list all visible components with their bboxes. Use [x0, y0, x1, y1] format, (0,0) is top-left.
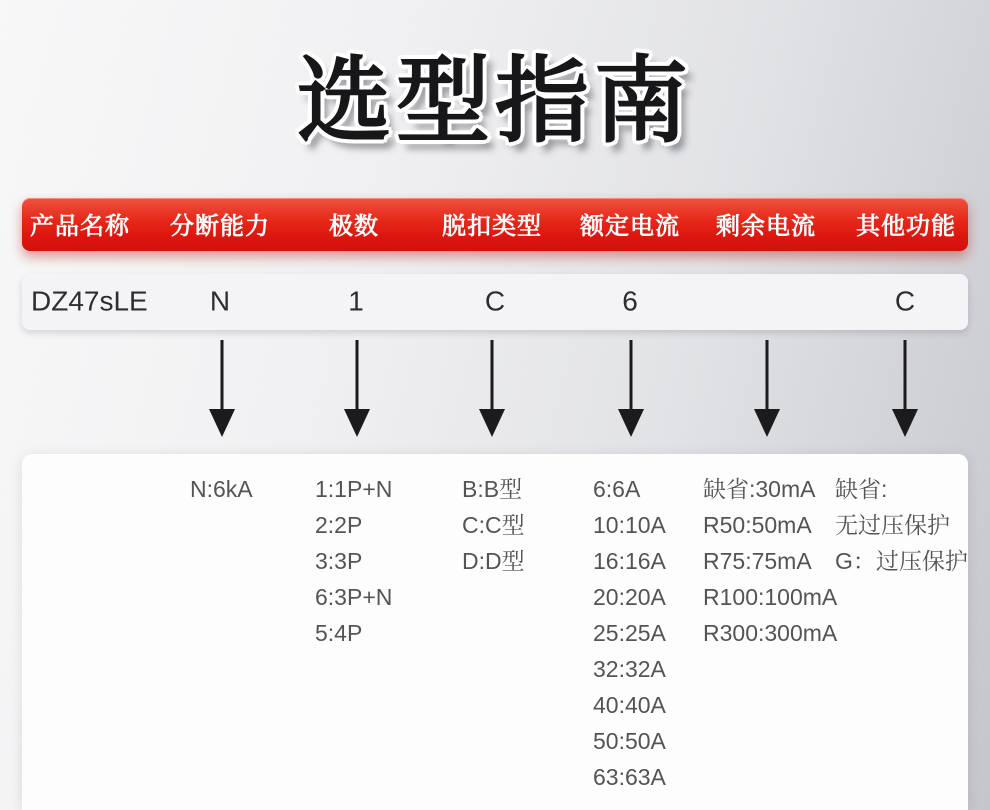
header-col-residual-current: 剩余电流	[716, 212, 816, 240]
options-rated-current	[593, 471, 666, 795]
option-item: 25:25A	[593, 620, 666, 646]
down-arrow-icon	[753, 340, 781, 437]
header-col-product-name: 产品名称	[30, 212, 130, 240]
options-other-function	[835, 471, 968, 579]
option-item: R300:300mA	[703, 620, 838, 646]
option-item: 16:16A	[593, 548, 666, 574]
option-item: 10:10A	[593, 512, 666, 538]
option-item: N:6kA	[190, 476, 253, 502]
down-arrow-icon	[617, 340, 645, 437]
selection-row	[22, 274, 968, 330]
option-item: R75:75mA	[703, 548, 812, 574]
option-item: 缺省:	[835, 476, 888, 502]
option-item: 63:63A	[593, 764, 666, 790]
option-item: D:D型	[462, 548, 525, 574]
option-item: 32:32A	[593, 656, 666, 682]
options-trip-type	[462, 471, 525, 579]
selection-poles: 1	[348, 285, 364, 317]
option-item: C:C型	[462, 512, 525, 538]
header-col-rated-current: 额定电流	[580, 212, 680, 240]
header-bar	[22, 198, 968, 251]
option-item: 缺省:30mA	[703, 476, 816, 502]
option-item: 6:3P+N	[315, 584, 393, 610]
selection-model: DZ47sLE	[31, 285, 148, 317]
option-item: 50:50A	[593, 728, 666, 754]
options-residual-current	[703, 471, 837, 651]
option-item: R50:50mA	[703, 512, 812, 538]
option-item: 1:1P+N	[315, 476, 393, 502]
options-breaking-capacity	[190, 471, 253, 507]
down-arrow-icon	[208, 340, 236, 437]
header-col-poles: 极数	[329, 212, 379, 240]
header-col-breaking-capacity: 分断能力	[170, 212, 270, 240]
option-item: 3:3P	[315, 548, 363, 574]
down-arrow-icon	[891, 340, 919, 437]
option-item: R100:100mA	[703, 584, 838, 610]
option-item: 2:2P	[315, 512, 363, 538]
header-col-other-function: 其他功能	[856, 212, 956, 240]
down-arrow-icon	[478, 340, 506, 437]
options-poles	[315, 471, 392, 651]
selection-breaking-capacity: N	[209, 285, 231, 317]
down-arrow-icon	[343, 340, 371, 437]
selection-trip-type: C	[484, 285, 506, 317]
option-item: 20:20A	[593, 584, 666, 610]
option-item: G：过压保护	[835, 548, 968, 574]
option-item: B:B型	[462, 476, 523, 502]
option-item: 40:40A	[593, 692, 666, 718]
selection-rated-current: 6	[622, 285, 638, 317]
header-col-trip-type: 脱扣类型	[442, 212, 542, 240]
page-title: 选型指南	[296, 48, 693, 153]
selection-other-function: C	[894, 285, 916, 317]
option-item: 5:4P	[315, 620, 363, 646]
option-item: 6:6A	[593, 476, 641, 502]
option-item: 无过压保护	[835, 512, 950, 538]
options-panel	[22, 454, 968, 810]
